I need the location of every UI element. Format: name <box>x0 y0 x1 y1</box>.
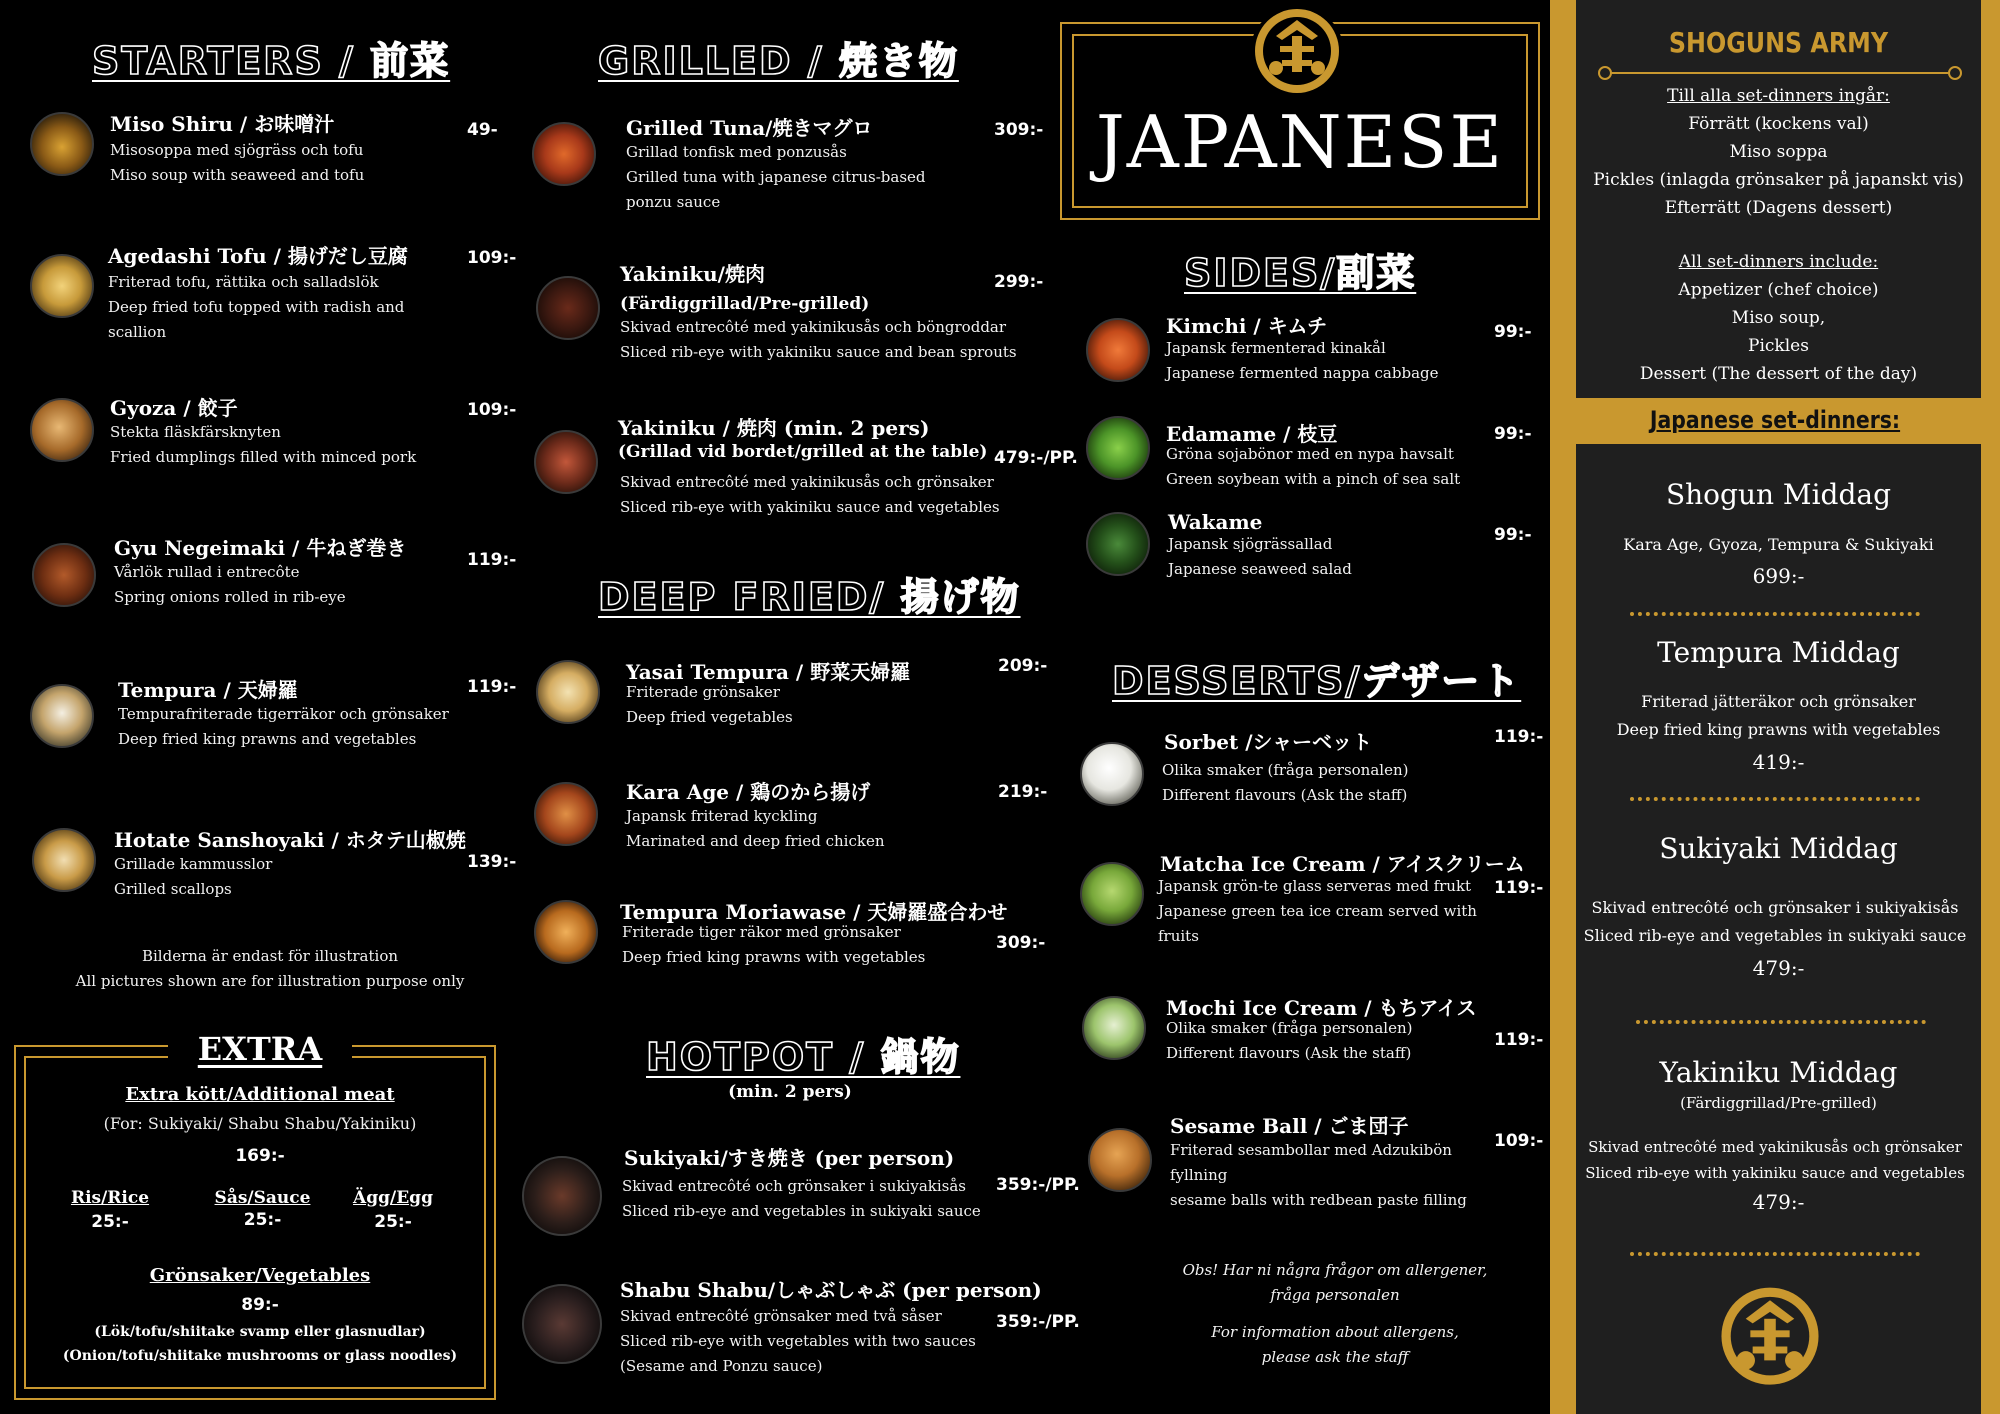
sidebar-sv-line: Efterrätt (Dagens dessert) <box>1664 198 1893 218</box>
deep-fried-price: 209:- <box>998 656 1048 676</box>
starter-desc-sv: Stekta fläskfärsknyten <box>110 423 281 441</box>
deep-fried-desc-en: Deep fried vegetables <box>626 708 793 726</box>
grilled-name: Yakiniku / 焼肉 (min. 2 pers) <box>618 416 930 440</box>
hotpot-price: 359:-/PP. <box>996 1175 1080 1195</box>
extra-meat-price: 169:- <box>235 1146 285 1166</box>
starter-desc-sv: Grillade kammusslor <box>114 855 273 873</box>
matcha-ice-cream-photo <box>1080 862 1144 926</box>
sides-name: Wakame <box>1168 510 1263 534</box>
tempura-photo <box>30 684 94 748</box>
sides-price: 99:- <box>1494 322 1532 342</box>
sides-name: Kimchi / キムチ <box>1166 314 1328 338</box>
starter-desc-en: Miso soup with seaweed and tofu <box>110 166 365 184</box>
hotpot-title: HOTPOT / 鍋物 <box>646 1035 961 1079</box>
dessert-price: 109:- <box>1494 1131 1544 1151</box>
grilled-desc-en: Grilled tuna with japanese citrus-based <box>626 168 926 186</box>
brand-name: SHOGUNS ARMY <box>1668 26 1889 59</box>
set-dinner-name: Shogun Middag <box>1665 478 1892 511</box>
set-dinner-desc-en: Sliced rib-eye with yakiniku sauce and vegetables <box>1585 1164 1965 1182</box>
set-divider <box>1630 1252 1920 1256</box>
set-dinner-price: 699:- <box>1752 564 1805 588</box>
samurai-crest-icon <box>1252 6 1342 96</box>
extra-egg-price: 25:- <box>374 1212 412 1232</box>
extra-rice-price: 25:- <box>91 1212 129 1232</box>
grilled-desc-sv: Skivad entrecôté med yakinikusås och böngroddar <box>620 318 1007 336</box>
deep-fried-desc-sv: Friterade tiger räkor med grönsaker <box>622 923 901 941</box>
agedashi-tofu-photo <box>30 254 94 318</box>
deep-fried-price: 219:- <box>998 782 1048 802</box>
starter-price: 119:- <box>467 550 517 570</box>
starter-desc-en: Fried dumplings filled with minced pork <box>110 448 417 466</box>
starter-name: Gyoza / 餃子 <box>110 396 238 420</box>
sidebar-sv-line: Pickles (inlagda grönsaker på japanskt vis) <box>1593 170 1964 190</box>
hotpot-desc-en-2: (Sesame and Ponzu sauce) <box>620 1357 823 1375</box>
set-dinner-name: Tempura Middag <box>1657 636 1900 669</box>
sides-title: SIDES/副菜 <box>1184 251 1417 295</box>
starter-name: Tempura / 天婦羅 <box>118 678 298 702</box>
starters-title: STARTERS / 前菜 <box>92 39 451 83</box>
sides-desc-sv: Gröna sojabönor med en nypa havsalt <box>1166 445 1454 463</box>
starter-name: Gyu Negeimaki / 牛ねぎ巻き <box>114 536 407 560</box>
allergen-note-en-2: please ask the staff <box>1261 1348 1409 1366</box>
starter-desc-sv: Friterad tofu, rättika och salladslök <box>108 273 379 291</box>
grilled-price: 309:- <box>994 120 1044 140</box>
starter-price: 49- <box>467 120 498 140</box>
dessert-desc-sv: Japansk grön-te glass serveras med frukt <box>1158 877 1472 895</box>
starter-desc-en-2: scallion <box>108 323 167 341</box>
set-dinner-sub: (Färdiggrillad/Pre-grilled) <box>1680 1094 1877 1112</box>
sides-desc-sv: Japansk sjögrässallad <box>1168 535 1333 553</box>
extra-sauce-price: 25:- <box>243 1210 282 1230</box>
dessert-name: Sesame Ball / ごま団子 <box>1170 1114 1409 1138</box>
hotpot-name: Shabu Shabu/しゃぶしゃぶ (per person) <box>620 1278 1042 1302</box>
dessert-desc-en: Japanese green tea ice cream served with <box>1158 902 1477 920</box>
starter-desc-sv: Misosoppa med sjögräss och tofu <box>110 141 364 159</box>
sidebar-en-line: Dessert (The dessert of the day) <box>1639 364 1918 384</box>
grilled-desc-sv: Grillad tonfisk med ponzusås <box>626 143 847 161</box>
deep-fried-name: Tempura Moriawase / 天婦羅盛合わせ <box>620 900 1008 924</box>
dessert-price: 119:- <box>1494 878 1544 898</box>
starter-name: Hotate Sanshoyaki / ホタテ山椒焼 <box>114 828 466 852</box>
kara-age-photo <box>534 782 598 846</box>
allergen-note-sv-1: Obs! Har ni några frågor om allergener, <box>1182 1261 1488 1279</box>
tempura-moriawase-photo <box>534 900 598 964</box>
sidebar-en-line: Miso soup, <box>1731 308 1826 328</box>
extra-title: EXTRA <box>168 1030 352 1074</box>
extra-rice-label: Ris/Rice <box>70 1188 150 1208</box>
dessert-desc-en: Different flavours (Ask the staff) <box>1166 1044 1412 1062</box>
deep-fried-desc-en: Marinated and deep fried chicken <box>626 832 885 850</box>
hotpot-desc-en: Sliced rib-eye and vegetables in sukiyaki sauce <box>622 1202 981 1220</box>
hotpot-name: Sukiyaki/すき焼き (per person) <box>624 1146 955 1170</box>
brand-divider-right-dot <box>1948 66 1962 80</box>
grilled-sub: (Färdiggrillad/Pre-grilled) <box>620 294 870 314</box>
page-title: JAPANESE <box>1095 100 1505 184</box>
sidebar-sv-line: Miso soppa <box>1729 142 1828 162</box>
sides-price: 99:- <box>1494 424 1532 444</box>
deep-fried-desc-sv: Friterade grönsaker <box>626 683 780 701</box>
dessert-price: 119:- <box>1494 1030 1544 1050</box>
wakame-photo <box>1086 512 1150 576</box>
sides-desc-sv: Japansk fermenterad kinakål <box>1166 339 1386 357</box>
deep-fried-desc-sv: Japansk friterad kyckling <box>626 807 818 825</box>
extra-meat-for: (For: Sukiyaki/ Shabu Shabu/Yakiniku) <box>103 1114 417 1133</box>
set-dinner-desc-en: Sliced rib-eye and vegetables in sukiyaki sauce <box>1583 926 1967 945</box>
kimchi-photo <box>1086 318 1150 382</box>
starter-name: Miso Shiru / お味噌汁 <box>110 112 335 136</box>
starter-price: 109:- <box>467 248 517 268</box>
grilled-title: GRILLED / 焼き物 <box>598 39 959 83</box>
dessert-desc-sv: Olika smaker (fråga personalen) <box>1162 761 1409 779</box>
grilled-price: 299:- <box>994 272 1044 292</box>
dessert-name: Matcha Ice Cream / アイスクリーム <box>1160 852 1525 876</box>
sidebar-sv-line: Förrätt (kockens val) <box>1688 114 1869 134</box>
starter-name: Agedashi Tofu / 揚げだし豆腐 <box>108 244 408 268</box>
yakiniku-photo <box>536 276 600 340</box>
starter-desc-sv: Tempurafriterade tigerräkor och grönsaker <box>118 705 449 723</box>
allergen-note-sv-2: fråga personalen <box>1270 1286 1400 1304</box>
deep-fried-name: Kara Age / 鶏のから揚げ <box>626 780 871 804</box>
hotpot-desc-sv: Skivad entrecôté grönsaker med två såser <box>620 1307 942 1325</box>
set-divider <box>1630 797 1920 801</box>
deep-fried-desc-en: Deep fried king prawns with vegetables <box>622 948 926 966</box>
sidebar-en-line: Pickles <box>1748 336 1809 356</box>
sidebar-en-heading: All set-dinners include: <box>1678 252 1879 272</box>
grilled-sub: (Grillad vid bordet/grilled at the table) <box>618 442 988 462</box>
extra-sauce-label: Sås/Sauce <box>214 1188 311 1208</box>
dessert-price: 119:- <box>1494 727 1544 747</box>
shabu-shabu-photo <box>522 1284 602 1364</box>
hotpot-desc-sv: Skivad entrecôté och grönsaker i sukiyakisås <box>622 1177 966 1195</box>
edamame-photo <box>1086 416 1150 480</box>
sukiyaki-photo <box>522 1156 602 1236</box>
samurai-crest-icon <box>1718 1284 1822 1394</box>
brand-divider-left-dot <box>1598 66 1612 80</box>
starter-price: 139:- <box>467 852 517 872</box>
miso-soup-photo <box>30 112 94 176</box>
deep-fried-name: Yasai Tempura / 野菜天婦羅 <box>626 660 911 684</box>
yasai-tempura-photo <box>536 660 600 724</box>
grilled-name: Yakiniku/焼肉 <box>620 262 765 286</box>
dessert-desc-en: sesame balls with redbean paste filling <box>1170 1191 1467 1209</box>
brand-divider <box>1604 72 1956 74</box>
extra-meat-heading: Extra kött/Additional meat <box>125 1084 395 1105</box>
grilled-name: Grilled Tuna/焼きマグロ <box>626 116 873 140</box>
set-dinner-name: Sukiyaki Middag <box>1659 832 1898 865</box>
mochi-ice-cream-photo <box>1082 996 1146 1060</box>
hotpot-desc-en: Sliced rib-eye with vegetables with two sauces <box>620 1332 976 1350</box>
set-divider <box>1636 1020 1926 1024</box>
extra-veg-sv: (Lök/tofu/shiitake svamp eller glasnudlar) <box>94 1324 426 1340</box>
yakiniku-table-photo <box>534 430 598 494</box>
extra-veg-price: 89:- <box>241 1295 279 1315</box>
grilled-price: 479:-/PP. <box>994 448 1078 468</box>
extra-egg-label: Ägg/Egg <box>353 1188 433 1208</box>
dessert-desc-en: Different flavours (Ask the staff) <box>1162 786 1408 804</box>
set-dinner-name: Yakiniku Middag <box>1659 1056 1898 1089</box>
set-dinner-price: 479:- <box>1752 956 1805 980</box>
sorbet-photo <box>1080 742 1144 806</box>
gyu-negeimaki-photo <box>32 543 96 607</box>
sides-desc-en: Japanese fermented nappa cabbage <box>1166 364 1439 382</box>
set-dinner-price: 479:- <box>1752 1190 1805 1214</box>
starter-desc-en: Spring onions rolled in rib-eye <box>114 588 346 606</box>
set-dinner-desc: Friterad jätteräkor och grönsaker <box>1641 692 1916 711</box>
dessert-desc-sv: Olika smaker (fråga personalen) <box>1166 1019 1413 1037</box>
hotpot-subtitle: (min. 2 pers) <box>728 1082 852 1102</box>
sides-desc-en: Green soybean with a pinch of sea salt <box>1166 470 1461 488</box>
hotate-photo <box>32 828 96 892</box>
sides-desc-en: Japanese seaweed salad <box>1168 560 1352 578</box>
set-dinner-desc: Skivad entrecôté med yakinikusås och grönsaker <box>1588 1138 1962 1156</box>
starter-price: 119:- <box>467 677 517 697</box>
extra-veg-en: (Onion/tofu/shiitake mushrooms or glass noodles) <box>62 1348 458 1364</box>
gyoza-photo <box>30 398 94 462</box>
dessert-desc-sv: Friterad sesambollar med Adzukibön <box>1170 1141 1452 1159</box>
grilled-desc-sv: Skivad entrecôté med yakinikusås och grönsaker <box>620 473 994 491</box>
illustration-note-en: All pictures shown are for illustration purpose only <box>75 972 465 990</box>
dessert-desc-en-2: fruits <box>1158 927 1199 945</box>
grilled-desc-en: Sliced rib-eye with yakiniku sauce and vegetables <box>620 498 1000 516</box>
sesame-ball-photo <box>1088 1128 1152 1192</box>
set-dinners-heading: Japanese set-dinners: <box>1649 406 1901 434</box>
starter-desc-sv: Vårlök rullad i entrecôte <box>114 563 300 581</box>
grilled-desc-en-2: ponzu sauce <box>626 193 721 211</box>
deep-fried-price: 309:- <box>996 933 1046 953</box>
set-dinner-desc: Skivad entrecôté och grönsaker i sukiyakisås <box>1591 898 1959 917</box>
sides-name: Edamame / 枝豆 <box>1166 422 1338 446</box>
sides-price: 99:- <box>1494 525 1532 545</box>
sidebar-sv-heading: Till alla set-dinners ingår: <box>1667 86 1890 106</box>
extra-veg-heading: Grönsaker/Vegetables <box>149 1265 371 1286</box>
starter-desc-en: Grilled scallops <box>114 880 232 898</box>
deep-fried-title: DEEP FRIED/ 揚げ物 <box>598 575 1021 619</box>
starter-desc-en: Deep fried tofu topped with radish and <box>108 298 405 316</box>
grilled-desc-en: Sliced rib-eye with yakiniku sauce and bean sprouts <box>620 343 1017 361</box>
dessert-name: Sorbet /シャーベット <box>1164 730 1373 754</box>
set-dinner-price: 419:- <box>1752 750 1805 774</box>
set-dinner-desc-en: Deep fried king prawns with vegetables <box>1616 720 1941 739</box>
starter-price: 109:- <box>467 400 517 420</box>
sidebar-en-line: Appetizer (chef choice) <box>1678 280 1879 300</box>
illustration-note-sv: Bilderna är endast för illustration <box>141 947 399 965</box>
starter-desc-en: Deep fried king prawns and vegetables <box>118 730 417 748</box>
allergen-note-en-1: For information about allergens, <box>1211 1323 1459 1341</box>
set-divider <box>1630 612 1920 616</box>
set-dinner-desc: Kara Age, Gyoza, Tempura & Sukiyaki <box>1623 535 1934 554</box>
dessert-desc-sv-2: fyllning <box>1170 1166 1228 1184</box>
grilled-tuna-photo <box>532 122 596 186</box>
hotpot-price: 359:-/PP. <box>996 1312 1080 1332</box>
desserts-title: DESSERTS/デザート <box>1112 659 1522 703</box>
dessert-name: Mochi Ice Cream / もちアイス <box>1166 996 1477 1020</box>
